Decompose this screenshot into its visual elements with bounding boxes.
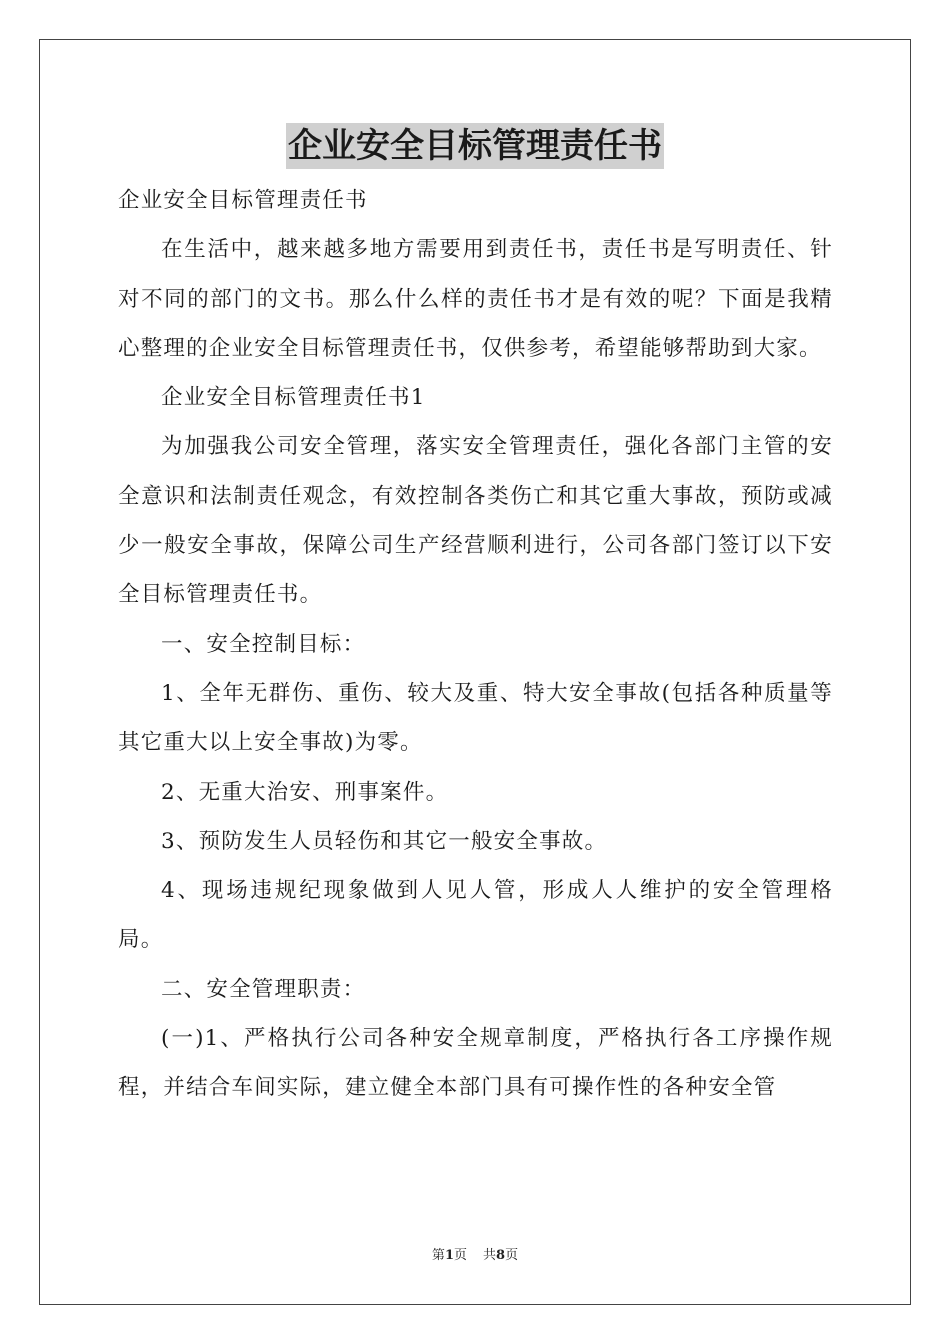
list-item-goal-1: 1、全年无群伤、重伤、较大及重、特大安全事故(包括各种质量等其它重大以上安全事故)为零。 xyxy=(118,680,833,756)
total-pages-number: 8 xyxy=(496,1248,506,1263)
page-prefix: 第 xyxy=(431,1248,445,1263)
list-item-goal-4: 4、现场违规纪现象做到人见人管，形成人人维护的安全管理格局。 xyxy=(118,878,833,953)
page-footer xyxy=(0,1244,950,1263)
title-container xyxy=(0,123,950,169)
heading-safety-goals: 一、安全控制目标： xyxy=(161,631,366,657)
document-title: 企业安全目标管理责任书 xyxy=(286,123,664,169)
paragraph-intro: 在生活中，越来越多地方需要用到责任书，责任书是写明责任、针对不同的部门的文书。那么什么样的责任书才是有效的呢？下面是我精心整理的企业安全目标管理责任书，仅供参考，希望能够帮助到大家。 xyxy=(118,237,833,361)
current-page-number: 1 xyxy=(444,1248,454,1263)
total-prefix: 共 xyxy=(483,1248,497,1263)
list-item-goal-2: 2、无重大治安、刑事案件。 xyxy=(161,779,449,805)
list-item-goal-3: 3、预防发生人员轻伤和其它一般安全事故。 xyxy=(161,828,608,854)
paragraph-subtitle: 企业安全目标管理责任书 xyxy=(118,188,368,213)
paragraph-purpose: 为加强我公司安全管理，落实安全管理责任，强化各部门主管的安全意识和法制责任观念，有效控制各类伤亡和其它重大事故，预防或减少一般安全事故，保障公司生产经营顺利进行，公司各部门签订以下安全目标管理责任书。 xyxy=(118,434,833,608)
page-suffix: 页 xyxy=(453,1248,467,1263)
list-item-duty-1: (一)1、严格执行公司各种安全规章制度，严格执行各工序操作规程，并结合车间实际，建立健全本部门具有可操作性的各种安全管 xyxy=(118,1026,833,1101)
heading-safety-duties: 二、安全管理职责： xyxy=(161,976,366,1002)
document-body xyxy=(118,176,833,1113)
total-suffix: 页 xyxy=(505,1248,519,1263)
paragraph-section-heading: 企业安全目标管理责任书1 xyxy=(161,385,426,411)
